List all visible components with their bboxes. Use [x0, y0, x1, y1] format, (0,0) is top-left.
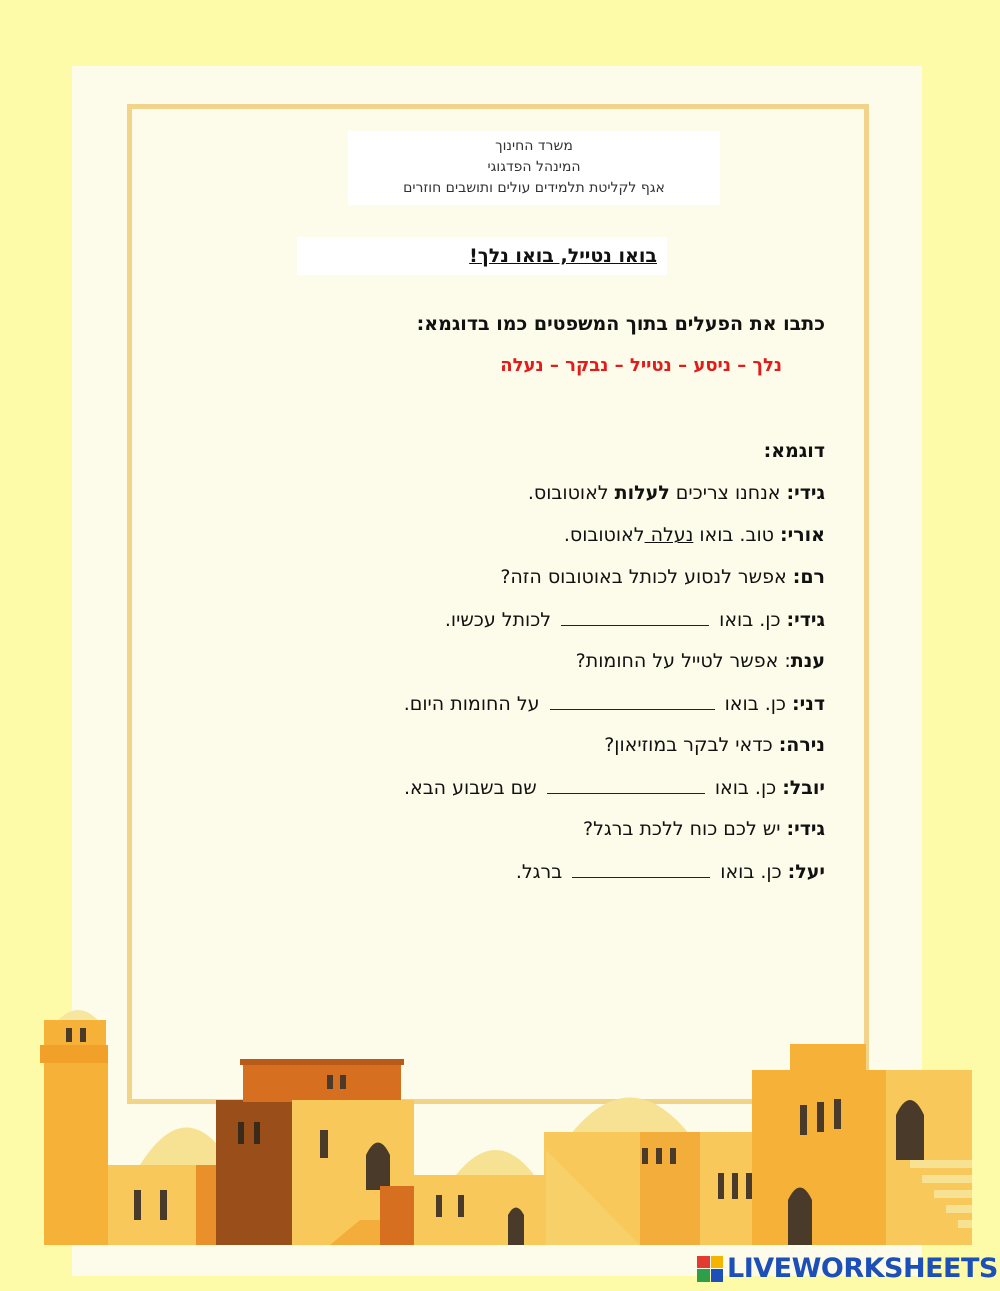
answer-blank-4[interactable] — [572, 860, 710, 878]
dialogue-line: יעל: כן. בואו ברגל. — [515, 861, 825, 883]
speaker-name: יובל: — [782, 777, 825, 799]
worksheet-title: בואו נטייל, בואו נלך! — [469, 245, 657, 267]
answer-blank-3[interactable] — [547, 776, 705, 794]
speaker-name: יעל: — [787, 861, 825, 883]
speaker-name: גידי: — [786, 818, 825, 840]
header-line-administration: המינהל הפדגוגי — [487, 159, 581, 175]
dialogue-line: דני: כן. בואו על החומות היום. — [403, 693, 825, 715]
dialogue-line: רם: אפשר לנסוע לכותל באוטובוס הזה? — [500, 566, 825, 588]
speaker-name: ענת — [790, 650, 825, 672]
example-verb: לעלות — [614, 482, 670, 504]
dialogue-line: אורי: טוב. בואו נעלה לאוטובוס. — [563, 524, 825, 546]
header-line-ministry: משרד החינוך — [495, 138, 573, 154]
liveworksheets-logo — [697, 1253, 998, 1284]
speaker-name: נירה: — [778, 734, 825, 756]
header-line-department: אגף לקליטת תלמידים עולים ותושבים חוזרים — [403, 180, 665, 196]
old-city-illustration — [0, 990, 1000, 1255]
ministry-header — [348, 131, 720, 205]
liveworksheets-wordmark: LIVEWORKSHEETS — [727, 1253, 998, 1284]
verb-bank: נלך – ניסע – נטייל – נבקר – נעלה — [500, 355, 782, 376]
speaker-name: רם: — [792, 566, 825, 588]
dialogue-line: ענת: אפשר לטייל על החומות? — [575, 650, 825, 672]
example-answer: נעלה — [644, 524, 694, 546]
example-label: דוגמא: — [763, 440, 825, 462]
dialogue-line: גידי: כן. בואו לכותל עכשיו. — [444, 609, 825, 631]
dialogue-line: יובל: כן. בואו שם בשבוע הבא. — [403, 777, 825, 799]
dialogue-line: גידי: יש לכם כוח ללכת ברגל? — [582, 818, 825, 840]
speaker-name: אורי: — [780, 524, 825, 546]
speaker-name: דני: — [792, 693, 825, 715]
liveworksheets-mark-icon — [697, 1256, 723, 1282]
speaker-name: גידי: — [786, 609, 825, 631]
speaker-name: גידי: — [786, 482, 825, 504]
instruction-text: כתבו את הפעלים בתוך המשפטים כמו בדוגמא: — [416, 313, 825, 335]
dialogue-line: גידי: אנחנו צריכים לעלות לאוטובוס. — [527, 482, 825, 504]
dialogue-line: נירה: כדאי לבקר במוזיאון? — [604, 734, 825, 756]
answer-blank-1[interactable] — [561, 608, 709, 626]
answer-blank-2[interactable] — [550, 692, 715, 710]
